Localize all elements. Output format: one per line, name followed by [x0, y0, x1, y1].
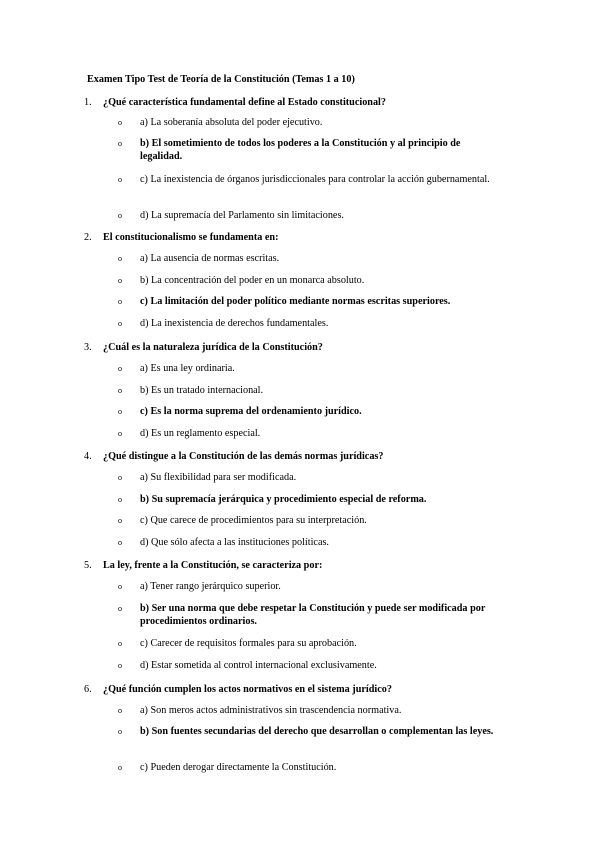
answer-option: [118, 137, 498, 163]
answer-text: d) Es un reglamento especial.: [140, 428, 261, 439]
question-number: 1.: [84, 97, 92, 108]
question-text: La ley, frente a la Constitución, se caracteriza por:: [103, 560, 323, 571]
bullet-icon: o: [118, 386, 122, 395]
answer-option: [118, 761, 498, 774]
answer-text: a) La soberanía absoluta del poder ejecutivo.: [140, 117, 323, 128]
answer-text: a) Su flexibilidad para ser modificada.: [140, 472, 297, 483]
question-number: 4.: [84, 451, 92, 462]
bullet-icon: o: [118, 175, 122, 184]
answer-text: a) Es una ley ordinaria.: [140, 363, 235, 374]
bullet-icon: o: [118, 139, 122, 148]
answer-option: [118, 493, 498, 506]
answer-option: [118, 427, 498, 440]
answer-option: [118, 116, 498, 129]
answer-text: b) Su supremacía jerárquica y procedimiento especial de reforma.: [140, 494, 427, 505]
answer-option: [118, 405, 498, 418]
question-text: ¿Qué distingue a la Constitución de las demás normas jurídicas?: [103, 451, 384, 462]
answer-text: c) Carecer de requisitos formales para su aprobación.: [140, 638, 357, 649]
question-text: El constitucionalismo se fundamenta en:: [103, 232, 279, 243]
answer-text: c) Pueden derogar directamente la Constitución.: [140, 762, 337, 773]
answer-option: [118, 471, 498, 484]
bullet-icon: o: [118, 407, 122, 416]
answer-option: [118, 580, 498, 593]
question-text: ¿Qué función cumplen los actos normativos en el sistema jurídico?: [103, 684, 392, 695]
answer-text: d) La inexistencia de derechos fundamentales.: [140, 318, 329, 329]
answer-text: b) La concentración del poder en un monarca absoluto.: [140, 275, 365, 286]
bullet-icon: o: [118, 297, 122, 306]
bullet-icon: o: [118, 706, 122, 715]
bullet-icon: o: [118, 495, 122, 504]
answer-text: d) La supremacía del Parlamento sin limitaciones.: [140, 210, 344, 221]
answer-text: a) Tener rango jerárquico superior.: [140, 581, 281, 592]
question-number: 2.: [84, 232, 92, 243]
answer-text: a) Son meros actos administrativos sin trascendencia normativa.: [140, 705, 402, 716]
answer-text: c) Es la norma suprema del ordenamiento jurídico.: [140, 406, 362, 417]
bullet-icon: o: [118, 516, 122, 525]
answer-text: c) Que carece de procedimientos para su interpretación.: [140, 515, 367, 526]
question-text: ¿Qué característica fundamental define al Estado constitucional?: [103, 97, 386, 108]
answer-option: [118, 637, 498, 650]
answer-option: [118, 362, 498, 375]
question-number: 6.: [84, 684, 92, 695]
bullet-icon: o: [118, 763, 122, 772]
bullet-icon: o: [118, 661, 122, 670]
bullet-icon: o: [118, 364, 122, 373]
bullet-icon: o: [118, 276, 122, 285]
bullet-icon: o: [118, 118, 122, 127]
bullet-icon: o: [118, 319, 122, 328]
answer-text: b) Ser una norma que debe respetar la Constitución y puede ser modificada por procedimientos ordinarios.: [140, 603, 486, 627]
bullet-icon: o: [118, 211, 122, 220]
answer-option: [118, 602, 498, 628]
answer-option: [118, 295, 498, 308]
answer-option: [118, 173, 498, 186]
answer-option: [118, 252, 498, 265]
bullet-icon: o: [118, 727, 122, 736]
bullet-icon: o: [118, 604, 122, 613]
answer-option: [118, 659, 498, 672]
question-text: ¿Cuál es la naturaleza jurídica de la Constitución?: [103, 342, 323, 353]
question-number: 5.: [84, 560, 92, 571]
answer-text: b) Son fuentes secundarias del derecho que desarrollan o complementan las leyes.: [140, 726, 494, 737]
answer-text: c) La inexistencia de órganos jurisdiccionales para controlar la acción gubernamental.: [140, 174, 490, 185]
exam-title: Examen Tipo Test de Teoría de la Constitución (Temas 1 a 10): [87, 74, 355, 85]
answer-option: [118, 274, 498, 287]
answer-text: c) La limitación del poder político mediante normas escritas superiores.: [140, 296, 451, 307]
answer-text: d) Que sólo afecta a las instituciones políticas.: [140, 537, 329, 548]
answer-option: [118, 384, 498, 397]
question-number: 3.: [84, 342, 92, 353]
bullet-icon: o: [118, 254, 122, 263]
answer-text: b) El sometimiento de todos los poderes a la Constitución y al principio de legalidad.: [140, 138, 461, 162]
bullet-icon: o: [118, 582, 122, 591]
answer-option: [118, 704, 498, 717]
answer-option: [118, 514, 498, 527]
answer-text: d) Estar sometida al control internacional exclusivamente.: [140, 660, 377, 671]
bullet-icon: o: [118, 429, 122, 438]
answer-option: [118, 536, 498, 549]
bullet-icon: o: [118, 538, 122, 547]
answer-option: [118, 725, 498, 738]
bullet-icon: o: [118, 473, 122, 482]
answer-option: [118, 317, 498, 330]
answer-option: [118, 209, 498, 222]
answer-text: a) La ausencia de normas escritas.: [140, 253, 280, 264]
answer-text: b) Es un tratado internacional.: [140, 385, 264, 396]
bullet-icon: o: [118, 639, 122, 648]
